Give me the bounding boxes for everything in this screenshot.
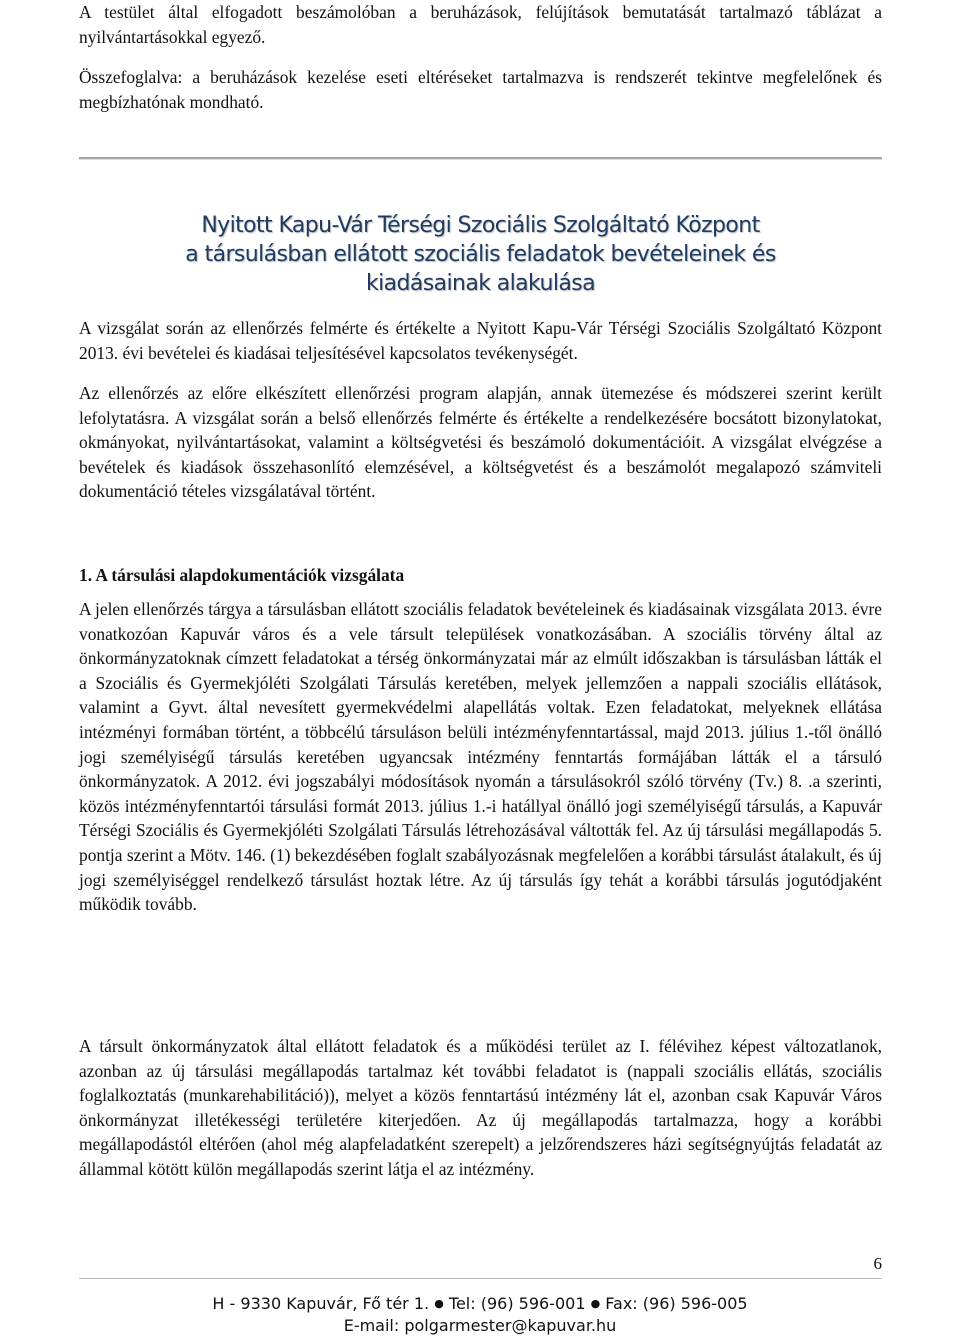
intro-paragraph-2: Összefoglalva: a beruházások kezelése eseti eltéréseket tartalmazva is rendszerét tekintve megfelelőnek és megbízhatónak mondható. (79, 67, 882, 112)
footer-contact-line (0, 1294, 960, 1313)
intro-paragraph-1: A testület által elfogadott beszámolóban a beruházások, felújítások bemutatását tartalmazó táblázat a nyilvántartásokkal egyező. (79, 2, 882, 47)
body-paragraph-3: A jelen ellenőrzés tárgya a társulásban ellátott szociális feladatok bevételeinek és kiadásainak vizsgálata 2013. évre vonatkozóan Kapuvár város és a vele társult települések vonatkozásában. A szociális törvény által az önkormányzatoknak címzett feladatokat a térség önkormányzatai már az elmúlt időszakban is társulásban látták el a Szociális és Gyermekjóléti Szolgálati Társulás keretében, melyek jellemzően a nappali szociális ellátások, valamint a Gyvt. által nevesített gyermekvédelmi alapellátás voltak. Ezen feladatokat, melyeknek ellátása intézményi formában történt, a többcélú társuláson belüli intézményfenntartással, majd 2013. július 1.-től önálló jogi személyiségű társulás keretében ugyancsak intézmény fenntartás formájában látták el a társuló önkormányzatok. A 2012. évi jogszabályi módosítások nyomán a társulásokról szóló törvény (Tv.) 8. .a szerinti, közös intézményfenntartói társulási formát 2013. július 1.-i hatállyal önálló jogi személyiségű társulás, a Kapuvár Térségi Szociális és Gyermekjóléti Szolgálati Társulás létrehozásával váltották fel. Az új társulási megállapodás 5. pontja szerint a Mötv. 146. (1) bekezdésében foglalt szabályozásnak megfelelően a korábbi társulást átalakult, és új jogi személyiséggel rendelkező társulást hoztak létre. Az új társulás így tehát a korábbi társulás jogutódjaként működik tovább. (79, 599, 882, 915)
footer-bullet-icon: ● (434, 1297, 444, 1310)
section-title-line-2: a társulásban ellátott szociális feladatok bevételeinek és (185, 242, 776, 267)
footer-email: E-mail: polgarmester@kapuvar.hu (343, 1316, 617, 1335)
footer-bullet-icon: ● (590, 1297, 601, 1310)
footer-fax: Fax: (96) 596-005 (605, 1294, 748, 1313)
body-paragraph-2: Az ellenőrzés az előre elkészített ellenőrzési program alapján, annak ütemezése és módszerei szerint került lefolytatásra. A vizsgálat során a belső ellenőrzés felmérte és értékelte a rendelkezésére bocsátott bizonylatokat, okmányokat, nyilvántartásokat, valamint a költségvetési és beszámoló dokumentációit. A vizsgálat elvégzése a bevételek és kiadások összehasonlító elemzésével, a költségvetést és a beszámolót megalapozó számviteli dokumentáció tételes vizsgálatával történt. (79, 383, 882, 502)
section-heading-1: 1. A társulási alapdokumentációk vizsgálata (79, 565, 405, 585)
section-title-line-1: Nyitott Kapu-Vár Térségi Szociális Szolgáltató Központ (201, 213, 760, 238)
section-title (79, 211, 882, 298)
section-title-line-3: kiadásainak alakulása (365, 271, 595, 296)
footer-divider (79, 1278, 882, 1279)
page-number: 6 (873, 1254, 882, 1273)
section-divider (79, 157, 882, 159)
body-paragraph-4: A társult önkormányzatok által ellátott feladatok és a működési terület az I. félévihez képest változatlanok, azonban az új társulási megállapodás tartalmaz két további feladatot is (nappali szociális ellátás, szociális foglalkoztatás (munkarehabilitáció)), melyet a közös fenntartású intézmény lát el, azonban csak Kapuvár Város önkormányzat illetékességi területére kiterjedően. Az új megállapodás tartalmazza, hogy a korábbi megállapodástól eltérően (ahol még alapfeladatként szerepelt) a jelzőrendszeres házi segítségnyújtás feladatát az állammal kötött külön megállapodás szerint látja el az intézmény. (79, 1036, 882, 1179)
footer-tel: Tel: (96) 596-001 (448, 1294, 586, 1313)
footer-address: H - 9330 Kapuvár, Fő tér 1. (212, 1294, 430, 1313)
body-paragraph-1: A vizsgálat során az ellenőrzés felmérte és értékelte a Nyitott Kapu-Vár Térségi Szociális Szolgáltató Központ 2013. évi bevételei és kiadásai teljesítésével kapcsolatos tevékenységét. (79, 318, 882, 363)
